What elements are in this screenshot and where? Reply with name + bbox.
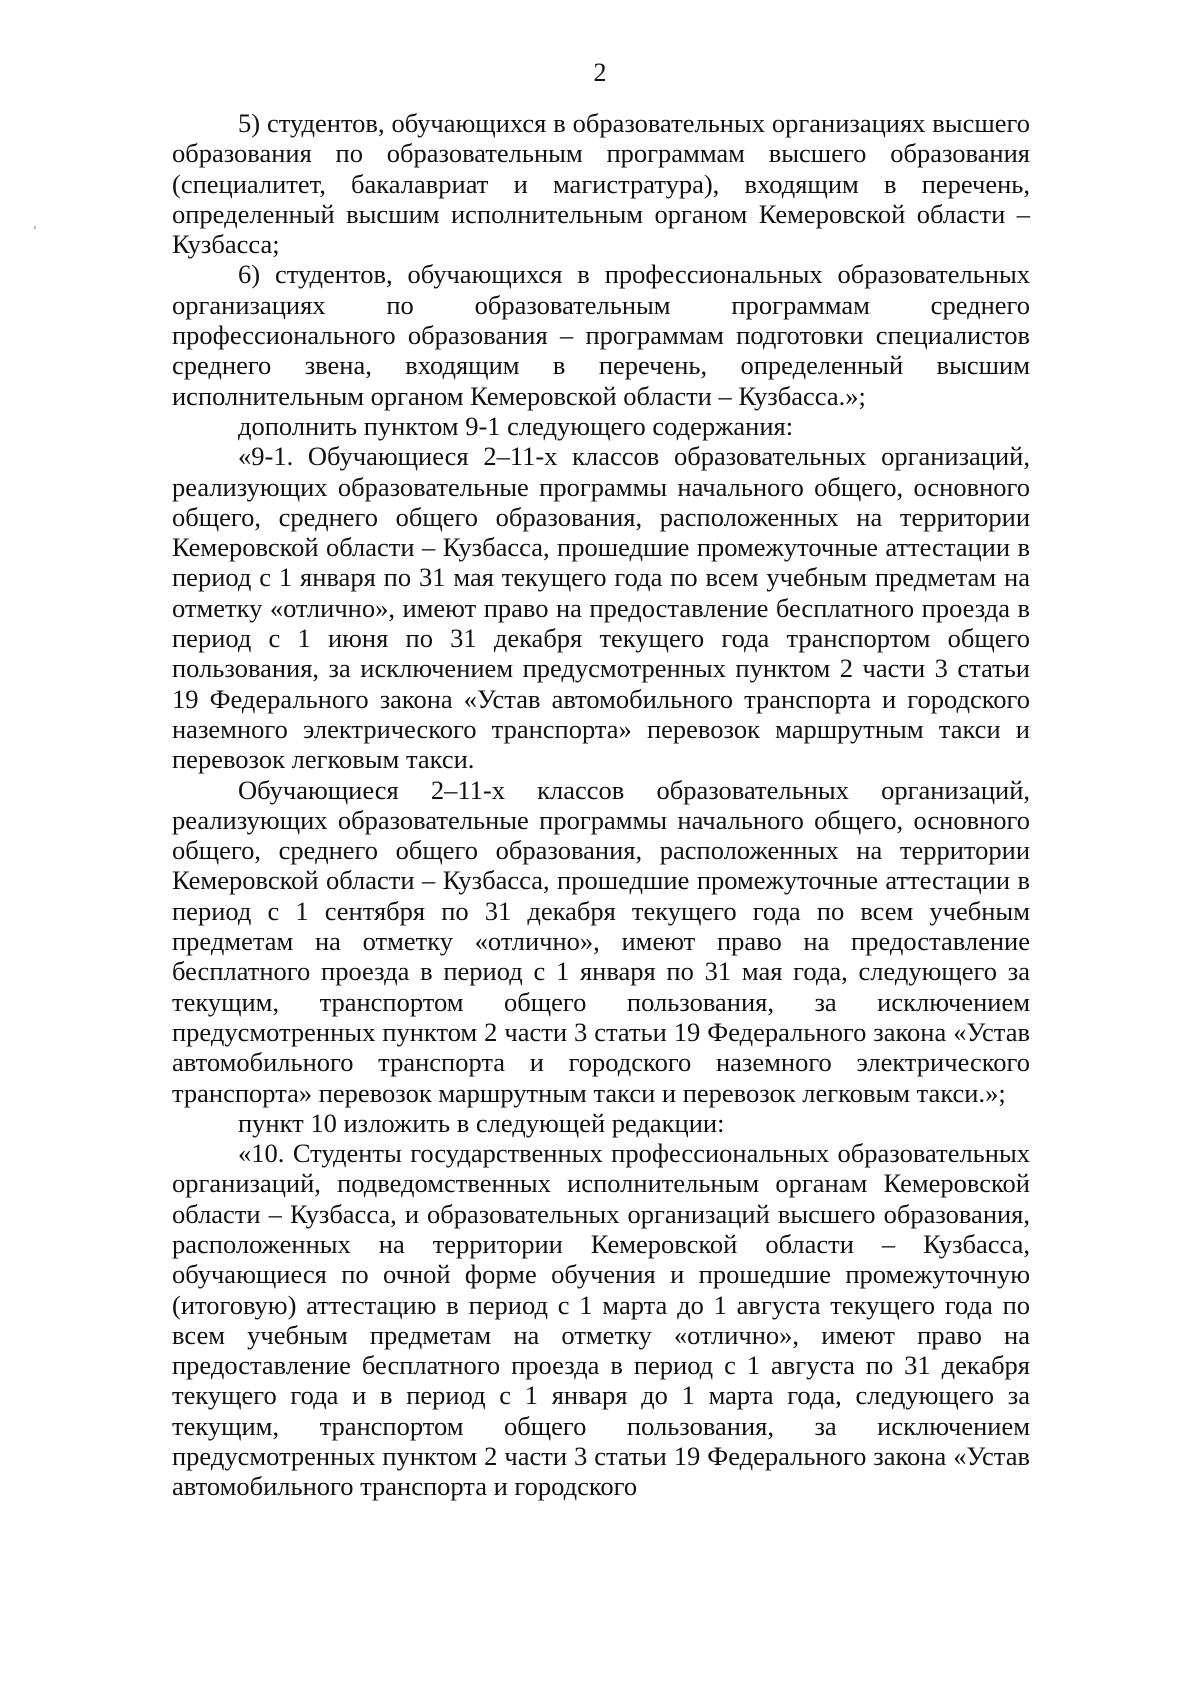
- paragraph-10: «10. Студенты государственных профессиональных образовательных организаций, подведомственных исполнительным органам Кемеровской области – Кузбасса, и образовательных организаций высшего образования, расположенных на территории Кемеровской области – Кузбасса, обучающиеся по очной форме обучения и прошедшие промежуточную (итоговую) аттестацию в период с 1 марта до 1 августа текущего года по всем учебным предметам на отметку «отлично», имеют право на предоставление бесплатного проезда в период с 1 августа по 31 декабря текущего года и в период с 1 января до 1 марта года, следующего за текущим, транспортом общего пользования, за исключением предусмотренных пунктом 2 части 3 статьи 19 Федерального закона «Устав автомобильного транспорта и городского: [172, 1138, 1030, 1502]
- page-number: 2: [593, 58, 607, 87]
- paragraph-9-1-first: «9-1. Обучающиеся 2–11-х классов образовательных организаций, реализующих образовательные программы начального общего, основного общего, среднего общего образования, расположенных на территории Кемеровской области – Кузбасса, прошедшие промежуточные аттестации в период с 1 января по 31 мая текущего года по всем учебным предметам на отметку «отлично», имеют право на предоставление бесплатного проезда в период с 1 июня по 31 декабря текущего года транспортом общего пользования, за исключением предусмотренных пунктом 2 части 3 статьи 19 Федерального закона «Устав автомобильного транспорта и городского наземного электрического транспорта» перевозок маршрутным такси и перевозок легковым такси.: [172, 441, 1030, 775]
- scan-speck: [34, 226, 36, 229]
- paragraph-amend-9-1-intro: дополнить пунктом 9-1 следующего содержания:: [238, 410, 794, 441]
- paragraph-amend-10-intro: пункт 10 изложить в следующей редакции:: [238, 1107, 725, 1138]
- document-body: [172, 108, 1030, 1502]
- paragraph-9-1-second: Обучающиеся 2–11-х классов образовательных организаций, реализующих образовательные программы начального общего, основного общего, среднего общего образования, расположенных на территории Кемеровской области – Кузбасса, прошедшие промежуточные аттестации в период с 1 сентября по 31 декабря текущего года по всем учебным предметам на отметку «отлично», имеют право на предоставление бесплатного проезда в период с 1 января по 31 мая года, следующего за текущим, транспортом общего пользования, за исключением предусмотренных пунктом 2 части 3 статьи 19 Федерального закона «Устав автомобильного транспорта и городского наземного электрического транспорта» перевозок маршрутным такси и перевозок легковым такси.»;: [172, 774, 1030, 1108]
- paragraph-item-6: 6) студентов, обучающихся в профессиональных образовательных организациях по образовательным программам среднего профессионального образования – программам подготовки специалистов среднего звена, входящим в перечень, определенный высшим исполнительным органом Кемеровской области – Кузбасса.»;: [172, 259, 1030, 411]
- paragraph-item-5: 5) студентов, обучающихся в образовательных организациях высшего образования по образовательным программам высшего образования (специалитет, бакалавриат и магистратура), входящим в перечень, определенный высшим исполнительным органом Кемеровской области – Кузбасса;: [172, 108, 1030, 260]
